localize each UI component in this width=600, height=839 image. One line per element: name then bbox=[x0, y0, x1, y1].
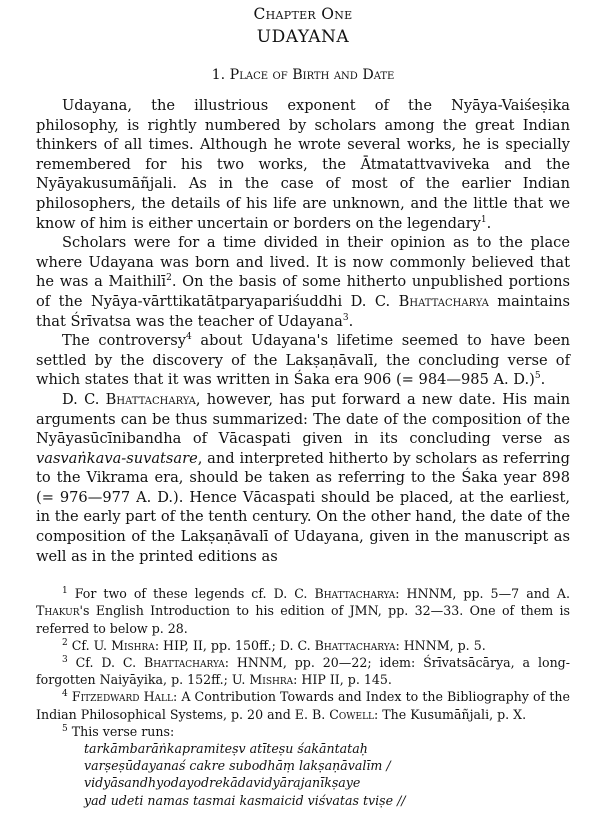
footnote-ref: 3 bbox=[342, 312, 349, 323]
verse-line: tarkāmbarāṅkapramiteṣv atīteṣu śakāntataḥ bbox=[84, 741, 368, 757]
footnote-text: : A Contribution Towards and Index to the Bibliography of the Indian Philosophical Systems, p. 20 and E. B. bbox=[36, 689, 570, 722]
footnote-ref: 2 bbox=[166, 273, 172, 284]
footnote-number: 3 bbox=[62, 654, 68, 665]
footnote-text: For two of these legends cf. D. C. bbox=[67, 586, 315, 602]
paragraph-3 bbox=[36, 331, 570, 390]
footnote-text: : HNNM, pp. 20—22; idem: Śrīvatsācārya, a long-forgotten Naiyāyika, p. 152ff.; U. bbox=[36, 655, 570, 688]
footnote-ref: 4 bbox=[186, 332, 192, 343]
author-name: Bhattacharya bbox=[314, 637, 396, 653]
paragraph-text: . bbox=[486, 214, 492, 232]
footnote-number: 5 bbox=[62, 723, 68, 734]
author-name: Mishra bbox=[249, 672, 294, 688]
emphasized-term: vasvaṅkava-suvatsare bbox=[36, 449, 198, 467]
paragraph-1 bbox=[36, 96, 570, 233]
chapter-title: UDAYANA bbox=[256, 27, 350, 47]
paragraph-text: Scholars were for a time divided in their opinion as to the place where Udayana was born and lived. It is now commonly believed that he was a Maithilī bbox=[36, 234, 570, 291]
paragraph-text: , and interpreted hitherto by scholars as referring to the Vikrama era, should be taken as referring to the Śaka year 898 (= 976—977 A. D.). Hence Vācaspati should be placed, at the earliest, in the early part of the tenth century. On the other hand, the date of the composition of the Lakṣaṇāvalī of Udayana, given in the manuscript as well as in the printed editions as bbox=[36, 449, 570, 565]
author-name: Bhattacharya bbox=[105, 390, 196, 408]
footnote-2 bbox=[36, 637, 570, 654]
paragraph-text: Udayana, the illustrious exponent of the Nyāya-Vaiśeṣika philosophy, is rightly numbered by scholars among the great Indian thinkers of all times. Although he wrote several works, he is specially remembered for his two works, the Ātmatattvaviveka and the Nyāyakusumāñjali. As in the case of most of the earlier Indian philosophers, the details of his life are unknown, and the little that we know of him is either uncertain or borders on the legendary bbox=[36, 97, 570, 232]
footnote-5 bbox=[36, 723, 570, 740]
paragraph-4 bbox=[36, 390, 570, 566]
author-name: Thakur bbox=[36, 603, 80, 619]
verse-line: vidyāsandhyodayodrekādavidyārajanīkṣaye bbox=[84, 775, 361, 791]
paragraph-text: The controversy bbox=[62, 332, 187, 350]
body-text bbox=[36, 96, 570, 566]
section-heading: 1. Place of Birth and Date bbox=[211, 67, 395, 83]
footnote-text: : HIP, II, pp. 150ff.; D. C. bbox=[154, 637, 315, 653]
paragraph-text: . bbox=[540, 371, 546, 389]
verse-line: yad udeti namas tasmai kasmaicid viśvatas tviṣe // bbox=[84, 792, 406, 808]
footnote-3 bbox=[36, 654, 570, 688]
paragraph-text: . On the basis of some hitherto unpublished portions of the Nyāya-vārttikatātparyapariśuddhi D. C. bbox=[36, 273, 570, 310]
paragraph-text: , however, has put forward a new date. His main arguments can be thus summarized: The date of the composition of the Nyāyasūcīnibandha of Vācaspati given in its concluding verse as bbox=[36, 390, 570, 448]
verse-line: varṣeṣūdayanaś cakre subodhāṃ lakṣaṇāvalīm / bbox=[84, 758, 391, 774]
footnote-text: : HNNM, pp. 5—7 and A. bbox=[395, 586, 570, 602]
author-name: Cowell bbox=[329, 706, 375, 722]
sanskrit-verse bbox=[36, 740, 570, 809]
footnote-text: : The Kusumāñjali, p. X. bbox=[374, 706, 527, 722]
footnote-number: 2 bbox=[62, 637, 68, 648]
author-name: Fitzedward Hall bbox=[71, 689, 174, 705]
footnote-ref: 1 bbox=[480, 214, 487, 225]
footnote-ref: 5 bbox=[534, 371, 541, 382]
author-name: Mishra bbox=[111, 637, 155, 653]
footnotes bbox=[36, 585, 570, 809]
footnote-text: This verse runs: bbox=[67, 723, 175, 739]
footnote-text: : HNNM, p. 5. bbox=[395, 637, 486, 653]
footnote-1 bbox=[36, 585, 570, 637]
chapter-label: Chapter One bbox=[253, 5, 353, 23]
paragraph-2 bbox=[36, 233, 570, 331]
author-name: Bhattacharya bbox=[398, 292, 489, 310]
footnote-text: Cf. D. C. bbox=[67, 655, 144, 671]
footnote-text: : HIP II, p. 145. bbox=[293, 672, 392, 688]
author-name: Bhattacharya bbox=[144, 655, 225, 671]
paragraph-text: maintains that Śrīvatsa was the teacher of Udayana bbox=[36, 292, 570, 330]
footnote-divider bbox=[36, 573, 570, 581]
footnote-number: 1 bbox=[62, 586, 68, 597]
footnote-text: Cf. U. bbox=[67, 637, 112, 653]
paragraph-text: . bbox=[348, 312, 354, 330]
footnote-4 bbox=[36, 688, 570, 722]
paragraph-text: D. C. bbox=[62, 390, 106, 408]
footnote-text: 's English Introduction to his edition of JMN, pp. 32—33. One of them is referred to below p. 28. bbox=[36, 603, 570, 636]
footnote-number: 4 bbox=[62, 689, 68, 700]
paragraph-text: about Udayana's lifetime seemed to have been settled by the discovery of the Lakṣaṇāvalī, the concluding verse of which states that it was written in Śaka era 906 (= 984—985 A. D.) bbox=[36, 332, 570, 389]
author-name: Bhattacharya bbox=[314, 586, 396, 602]
